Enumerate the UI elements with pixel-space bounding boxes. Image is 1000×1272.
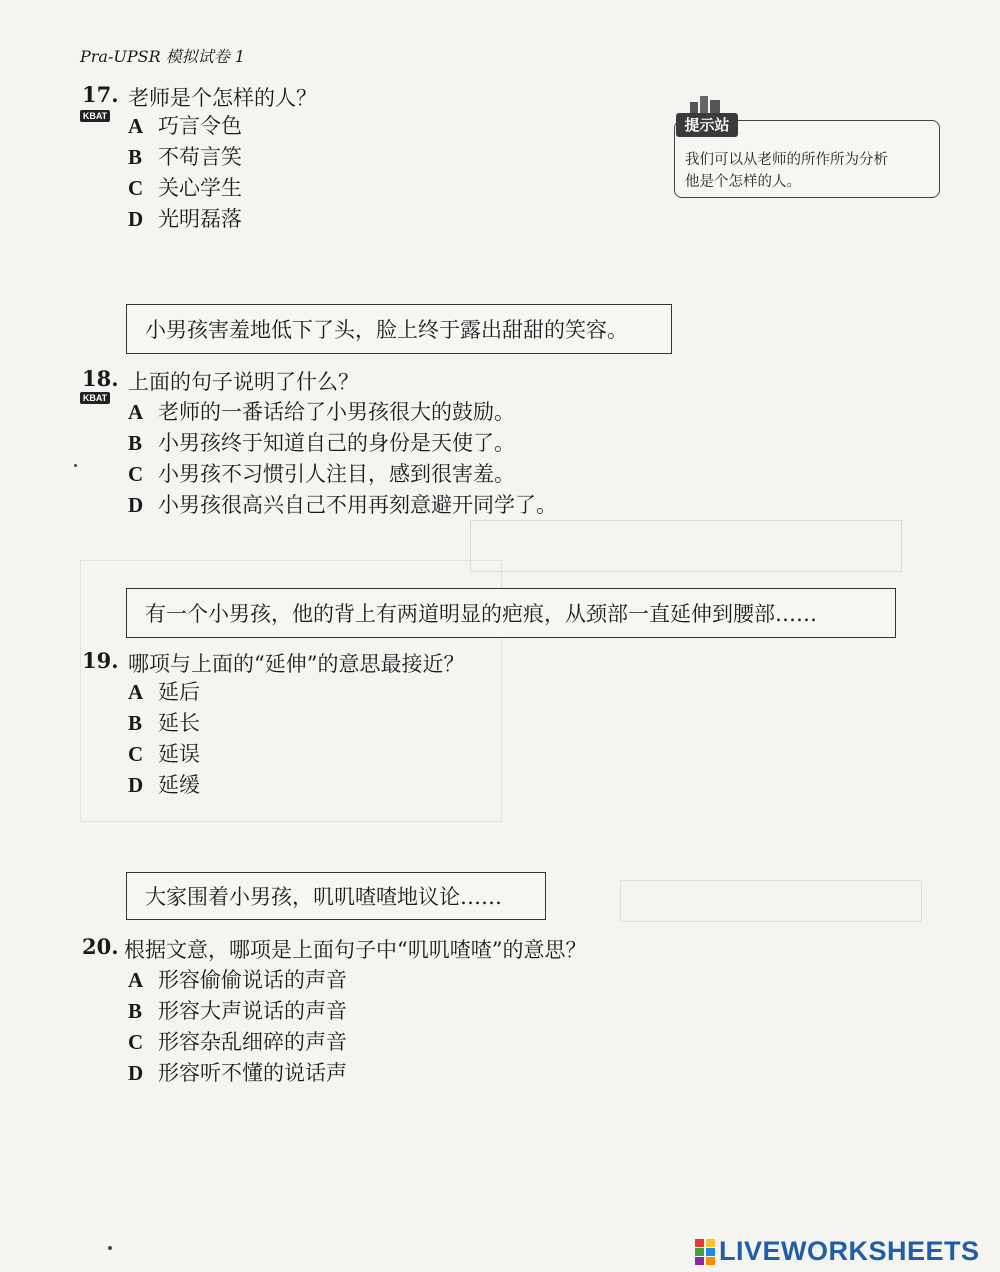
option-letter: D <box>128 1061 144 1085</box>
question-17-number: 17. <box>82 82 119 107</box>
question-19-quote-box <box>126 588 896 638</box>
option-text: 形容听不懂的说话声 <box>158 1061 347 1085</box>
liveworksheets-footer[interactable] <box>694 1236 980 1267</box>
option-text: 延缓 <box>158 773 200 797</box>
question-17-option-d[interactable] <box>128 203 242 233</box>
bleed-through-frame <box>620 880 922 922</box>
question-18-text: 上面的句子说明了什么？ <box>128 370 359 394</box>
question-18-option-d[interactable] <box>128 489 557 519</box>
option-text: 小男孩很高兴自己不用再刻意避开同学了。 <box>158 493 557 517</box>
question-19-option-a[interactable] <box>128 676 200 706</box>
bleed-through-frame <box>470 520 902 572</box>
option-letter: C <box>128 742 144 766</box>
question-18-number: 18. <box>82 366 119 391</box>
option-text: 形容大声说话的声音 <box>158 999 347 1023</box>
question-17-text: 老师是个怎样的人？ <box>128 86 317 110</box>
quote-text: 有一个小男孩，他的背上有两道明显的疤痕，从颈部一直延伸到腰部…… <box>145 602 817 626</box>
question-20-option-c[interactable] <box>128 1026 347 1056</box>
question-18-quote-box <box>126 304 672 354</box>
question-20-quote-box <box>126 872 546 920</box>
question-18-option-c[interactable] <box>128 458 515 488</box>
question-18-option-b[interactable] <box>128 427 515 457</box>
option-text: 不苟言笑 <box>158 145 242 169</box>
question-20-text: 根据文意，哪项是上面句子中“叽叽喳喳”的意思？ <box>124 938 587 962</box>
kbat-badge: KBAT <box>80 392 110 404</box>
question-20-option-b[interactable] <box>128 995 347 1025</box>
scan-speck <box>74 464 77 467</box>
question-20-option-a[interactable] <box>128 964 347 994</box>
page-header: Pra-UPSR 模拟试卷 1 <box>80 47 245 66</box>
option-letter: B <box>128 999 143 1023</box>
option-letter: D <box>128 493 144 517</box>
option-letter: C <box>128 1030 144 1054</box>
option-letter: A <box>128 968 144 992</box>
question-19-number: 19. <box>82 648 119 673</box>
option-text: 关心学生 <box>158 176 242 200</box>
hint-label: 提示站 <box>676 113 738 137</box>
option-text: 延误 <box>158 742 200 766</box>
option-letter: D <box>128 773 144 797</box>
option-letter: B <box>128 711 143 735</box>
question-19-text: 哪项与上面的“延伸”的意思最接近？ <box>128 652 465 676</box>
quote-text: 大家围着小男孩，叽叽喳喳地议论…… <box>145 885 502 909</box>
option-letter: A <box>128 400 144 424</box>
question-17-option-c[interactable] <box>128 172 242 202</box>
option-letter: C <box>128 462 144 486</box>
option-text: 老师的一番话给了小男孩很大的鼓励。 <box>158 400 515 424</box>
option-letter: A <box>128 114 144 138</box>
question-17-option-a[interactable] <box>128 110 242 140</box>
option-letter: A <box>128 680 144 704</box>
question-19-option-c[interactable] <box>128 738 200 768</box>
option-letter: B <box>128 145 143 169</box>
option-letter: B <box>128 431 143 455</box>
question-19-option-b[interactable] <box>128 707 200 737</box>
kbat-badge: KBAT <box>80 110 110 122</box>
option-text: 小男孩终于知道自己的身份是天使了。 <box>158 431 515 455</box>
question-20-option-d[interactable] <box>128 1057 347 1087</box>
liveworksheets-wordmark: LIVEWORKSHEETS <box>719 1236 980 1266</box>
option-text: 延后 <box>158 680 200 704</box>
option-letter: D <box>128 207 144 231</box>
question-17-option-b[interactable] <box>128 141 242 171</box>
hint-line-2: 他是个怎样的人。 <box>685 174 801 190</box>
option-text: 小男孩不习惯引人注目，感到很害羞。 <box>158 462 515 486</box>
option-text: 巧言令色 <box>158 114 242 138</box>
question-20-number: 20. <box>82 934 119 959</box>
question-18-option-a[interactable] <box>128 396 515 426</box>
option-text: 延长 <box>158 711 200 735</box>
option-text: 光明磊落 <box>158 207 242 231</box>
option-text: 形容偷偷说话的声音 <box>158 968 347 992</box>
quote-text: 小男孩害羞地低下了头，脸上终于露出甜甜的笑容。 <box>145 318 628 342</box>
scan-speck <box>108 1246 112 1250</box>
option-letter: C <box>128 176 144 200</box>
liveworksheets-logo-icon <box>694 1238 716 1266</box>
option-text: 形容杂乱细碎的声音 <box>158 1030 347 1054</box>
hint-line-1: 我们可以从老师的所作所为分析 <box>685 152 888 168</box>
question-19-option-d[interactable] <box>128 769 200 799</box>
